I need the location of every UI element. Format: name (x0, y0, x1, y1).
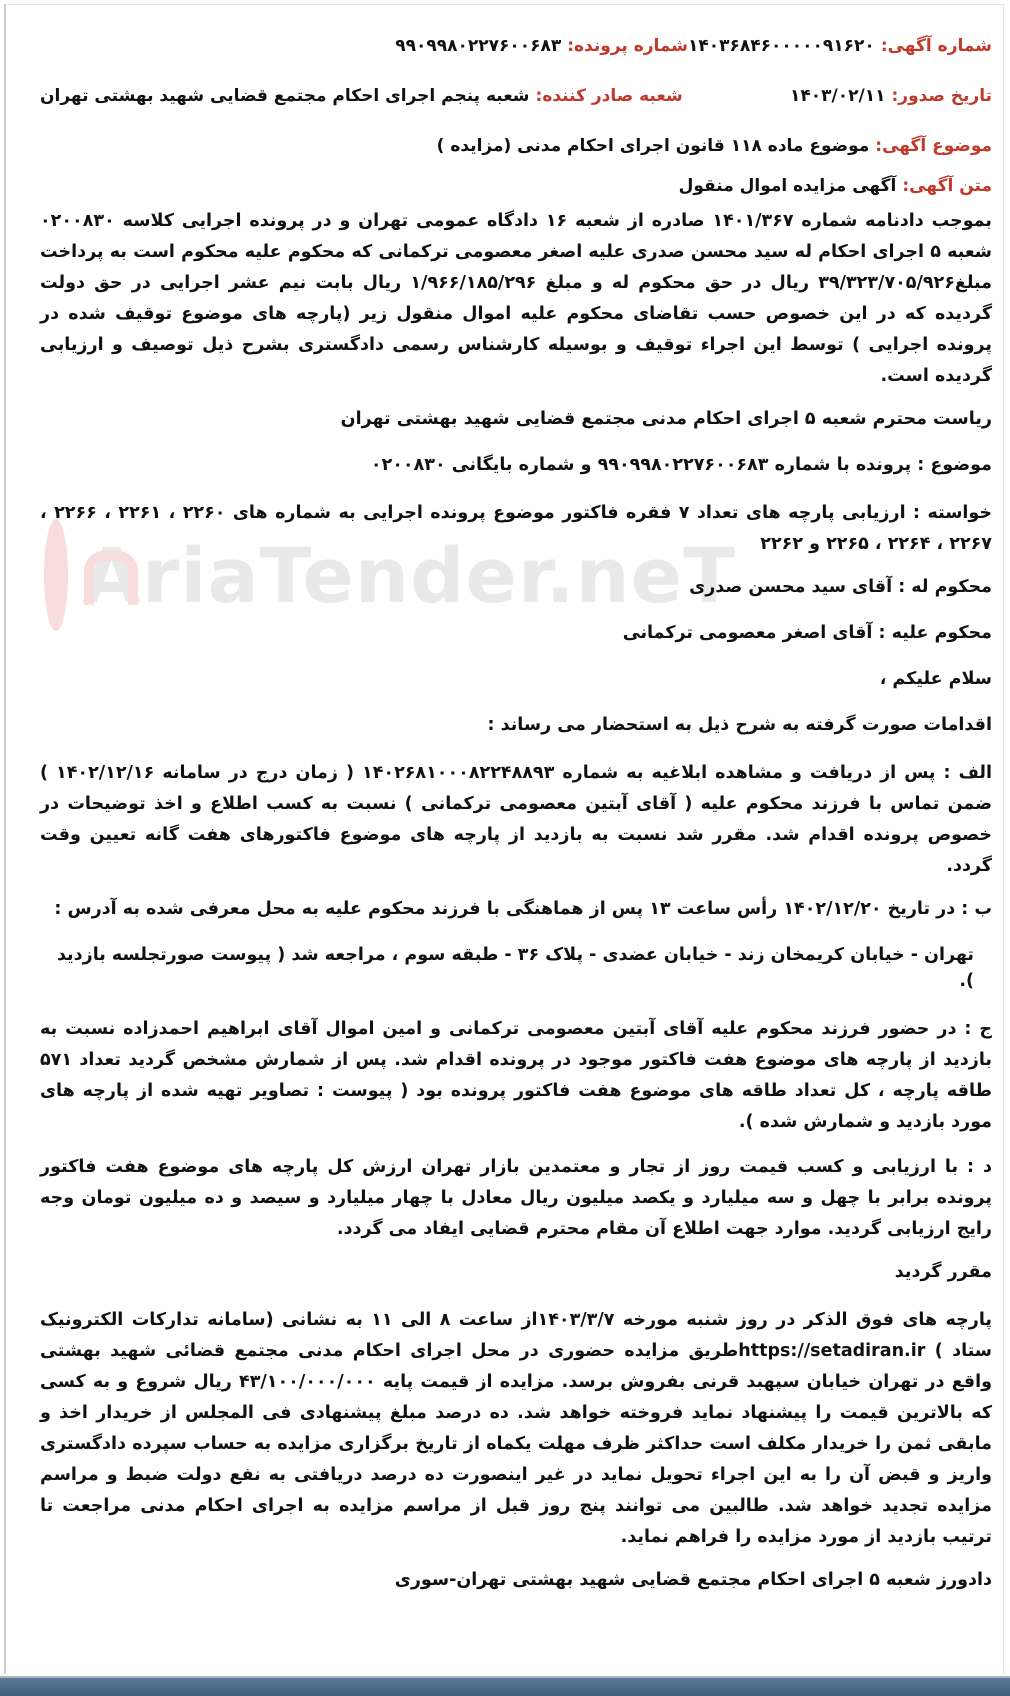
ad-subject-label: موضوع آگهی: (875, 136, 992, 156)
ad-content (40, 36, 992, 1613)
ad-body-title (40, 176, 992, 196)
ad-number-value: ۱۴۰۳۶۸۴۶۰۰۰۰۰۹۱۶۲۰ (688, 36, 875, 56)
issue-date-label: تاریخ صدور: (891, 86, 992, 106)
creditor-line: محکوم له : آقای سید محسن صدری (689, 577, 992, 597)
signature-line: دادورز شعبه ۵ اجرای احکام مجتمع قضایی شهید بهشتی تهران-سوری (394, 1570, 992, 1590)
address-line: تهران - خیابان کریمخان زند - خیابان عضدی - پلاک ۳۶ - طبقه سوم ، مراجعه شد ( پیوست صورتجلسه بازدید ). (56, 945, 974, 991)
issue-date (790, 86, 992, 106)
issuer-value: شعبه پنجم اجرای احکام مجتمع قضایی شهید بهشتی تهران (40, 86, 530, 106)
issuer (40, 86, 683, 106)
request-paragraph: خواسته : ارزیابی پارچه های تعداد ۷ فقره فاکتور موضوع پرونده اجرایی به شماره های ۲۲۶۰ ، ۲۲۶۱ ، ۲۲۶۶ ، ۲۲۶۷ ، ۲۲۶۴ ، ۲۲۶۵ و ۲۲۶۲ (40, 503, 993, 554)
addressee-line: ریاست محترم شعبه ۵ اجرای احکام مدنی مجتمع قضایی شهید بهشتی تهران (340, 409, 992, 429)
ad-subject (40, 136, 992, 156)
item-d-paragraph: د : با ارزیابی و کسب قیمت روز از تجار و معتمدین بازار تهران ارزش کل پارچه های موضوع هفت فاکتور پرونده برابر با چهل و سه میلیارد و یکصد میلیون ریال معادل با چهار میلیارد و سیصد و ده میلیون تومان وجه رایج ارزیابی گردید. موارد جهت اطلاع آن مقام محترم قضایی ایفاد می گردد. (40, 1157, 992, 1239)
ad-number-label: شماره آگهی: (880, 36, 992, 56)
ad-body-title-value: آگهی مزایده اموال منقول (678, 176, 897, 196)
auction-part-1: پارچه های فوق الذکر در روز شنبه مورخه ۱۴۰۳/۳/۷از ساعت ۸ الی ۱۱ به نشانی (سامانه تدارکات الکترونیک ستاد ) (40, 1310, 993, 1361)
auction-part-2: طریق مزایده حضوری در محل اجرای احکام مدنی مجتمع قضائی شهید بهشتی واقع در تهران خیابان سپهبد قرنی بفروش برسد. مزایده از قیمت پایه ۴۳/۱۰۰/۰۰۰/۰۰۰ ریال شروع و به کسی که بالاترین قیمت را پیشنهاد نماید فروخته خواهد شد. ده درصد مبلغ پیشنهادی فی المجلس از خریدار اخذ و مابقی ثمن را خریدار مکلف است حداکثر ظرف مهلت یکماه از تاریخ برگزاری مزایده به حساب سپرده دادگستری واریز و قبض آن را به این اجراء تحویل نماید در غیر اینصورت ده درصد دریافتی به نفع دولت ضبط و مراسم مزایده تجدید خواهد شد. طالبین می توانند پنج روز قبل از مراسم مزایده به اجرای احکام مدنی مراجعت تا ترتیب بازدید از مورد مزایده را فراهم نماید. (40, 1341, 992, 1547)
issuer-label: شعبه صادر کننده: (535, 86, 683, 106)
meta-row-1 (40, 36, 992, 86)
decided-line: مقرر گردید (894, 1262, 992, 1282)
case-subject-line: موضوع : پرونده با شماره ۹۹۰۹۹۸۰۲۲۷۶۰۰۶۸۳ و شماره بایگانی ۰۲۰۰۸۳۰ (370, 455, 992, 475)
case-number (395, 36, 688, 56)
issue-date-value: ۱۴۰۳/۰۲/۱۱ (790, 86, 886, 106)
case-number-label: شماره پرونده: (567, 36, 689, 56)
ad-number (688, 36, 992, 56)
window-bottom-bar (0, 1676, 1010, 1696)
item-c-paragraph: ج : در حضور فرزند محکوم علیه آقای آبتین معصومی ترکمانی و امین اموال آقای ابراهیم احمدزاده نسبت به بازدید از پارچه های موضوع هفت فاکتور موجود در پرونده اقدام شد. پس از شمارش مشخص گردید تعداد ۵۷۱ طاقه پارچه ، کل تعداد طاقه های موضوع هفت فاکتور پرونده بود ( پیوست : تصاویر تهیه شده از پارچه های مورد بازدید و شمارش شده ). (40, 1019, 992, 1132)
meta-row-2 (40, 86, 992, 136)
setad-link[interactable]: https://setadiran.ir (738, 1341, 926, 1361)
debtor-line: محکوم علیه : آقای اصغر معصومی ترکمانی (622, 623, 992, 643)
intro-paragraph: بموجب دادنامه شماره ۱۴۰۱/۳۶۷ صادره از شعبه ۱۶ دادگاه عمومی تهران و در پرونده اجرایی کلاسه ۰۲۰۰۸۳۰ شعبه ۵ اجرای احکام له سید محسن صدری علیه اصغر معصومی ترکمانی که محکوم علیه محکوم است به پرداخت مبلغ۳۹/۳۲۳/۷۰۵/۹۲۶ ریال در حق محکوم له و مبلغ ۱/۹۶۶/۱۸۵/۲۹۶ ریال بابت نیم عشر اجرایی در حق دولت گردیده که در این خصوص حسب تقاضای محکوم علیه اموال منقول زیر (پارچه های موضوع توقیف شده در پرونده اجرایی ) توسط این اجراء توقیف و بوسیله کارشناس رسمی دادگستری بشرح ذیل توصیف و ارزیابی گردیده است. (40, 211, 993, 386)
actions-intro-line: اقدامات صورت گرفته به شرح ذیل به استحضار می رساند : (487, 715, 992, 735)
auction-paragraph (40, 1305, 992, 1553)
item-a-paragraph: الف : پس از دریافت و مشاهده ابلاغیه به شماره ۱۴۰۲۶۸۱۰۰۰۸۲۲۴۸۸۹۳ ( زمان درج در سامانه ۱۴۰۲/۱۲/۱۶ ) ضمن تماس با فرزند محکوم علیه ( آقای آبتین معصومی ترکمانی ) نسبت به کسب اطلاع و اخذ توضیحات در خصوص پرونده اقدام شد. مقرر شد نسبت به بازدید از پارچه های موضوع فاکتورهای هفت گانه تعیین وقت گردد. (40, 763, 992, 876)
item-b-line: ب : در تاریخ ۱۴۰۲/۱۲/۲۰ رأس ساعت ۱۳ پس از هماهنگی با فرزند محکوم علیه به محل معرفی شده به آدرس : (54, 899, 992, 919)
case-number-value: ۹۹۰۹۹۸۰۲۲۷۶۰۰۶۸۳ (395, 36, 562, 56)
ad-body-title-label: متن آگهی: (902, 176, 992, 196)
ad-subject-value: موضوع ماده ۱۱۸ قانون اجرای احکام مدنی (مزایده ) (436, 136, 870, 156)
greeting-line: سلام علیکم ، (879, 669, 992, 689)
